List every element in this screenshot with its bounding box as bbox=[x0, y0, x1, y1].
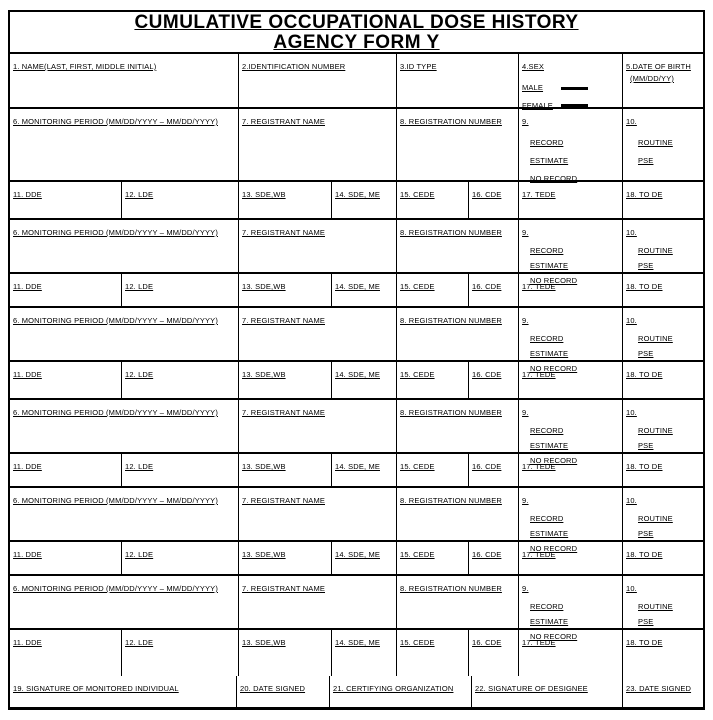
cde-label: 16. CDE bbox=[472, 190, 502, 199]
sde-me-field[interactable] bbox=[332, 182, 397, 218]
monitoring-period-label: 6. MONITORING PERIOD (MM/DD/YYYY – MM/DD/YYYY) bbox=[13, 584, 218, 593]
estimate-option[interactable]: ESTIMATE bbox=[530, 441, 569, 450]
tede-label: 17. TEDE bbox=[522, 462, 556, 471]
monitoring-type-field bbox=[623, 576, 703, 628]
registrant-name-label: 7. REGISTRANT NAME bbox=[242, 117, 325, 126]
lde-label: 12. LDE bbox=[125, 638, 154, 647]
cede-field[interactable] bbox=[397, 274, 469, 306]
registrant-name-label: 7. REGISTRANT NAME bbox=[242, 496, 325, 505]
sde-me-field[interactable] bbox=[332, 274, 397, 306]
estimate-option[interactable]: ESTIMATE bbox=[530, 156, 569, 165]
tede-label: 17. TEDE bbox=[522, 550, 556, 559]
registration-number-label: 8. REGISTRATION NUMBER bbox=[400, 117, 502, 126]
registration-number-label: 8. REGISTRATION NUMBER bbox=[400, 228, 502, 237]
tode-label: 18. TO DE bbox=[626, 462, 663, 471]
dde-field[interactable] bbox=[10, 542, 122, 574]
registration-number-field[interactable] bbox=[397, 109, 519, 180]
dose-values-row bbox=[10, 454, 703, 488]
dose-values-row bbox=[10, 274, 703, 308]
registration-number-field[interactable] bbox=[397, 308, 519, 360]
cede-field[interactable] bbox=[397, 182, 469, 218]
dde-field[interactable] bbox=[10, 274, 122, 306]
lde-field[interactable] bbox=[122, 274, 239, 306]
monitoring-type-number: 10. bbox=[626, 316, 637, 325]
cde-field[interactable] bbox=[469, 542, 519, 574]
sde-wb-label: 13. SDE,WB bbox=[242, 190, 286, 199]
female-option[interactable]: FEMALE bbox=[522, 101, 553, 110]
signature-designee-label: 22. SIGNATURE OF DESIGNEE bbox=[475, 683, 588, 693]
dde-label: 11. DDE bbox=[13, 282, 42, 291]
tode-label: 18. TO DE bbox=[626, 370, 663, 379]
record-status-field bbox=[519, 576, 623, 641]
tode-field[interactable] bbox=[623, 630, 703, 676]
monitoring-period-field[interactable] bbox=[10, 308, 239, 360]
monitoring-period-label: 6. MONITORING PERIOD (MM/DD/YYYY – MM/DD/YYYY) bbox=[13, 228, 218, 237]
pse-option[interactable]: PSE bbox=[638, 617, 654, 626]
sde-me-field[interactable] bbox=[332, 454, 397, 486]
monitoring-period-label: 6. MONITORING PERIOD (MM/DD/YYYY – MM/DD/YYYY) bbox=[13, 496, 218, 505]
monitoring-type-field bbox=[623, 109, 703, 180]
sde-me-label: 14. SDE, ME bbox=[335, 370, 380, 379]
no-record-option[interactable]: NO RECORD bbox=[530, 544, 578, 553]
pse-option[interactable]: PSE bbox=[638, 261, 654, 270]
female-fill-line[interactable] bbox=[561, 104, 588, 107]
monitoring-period-label: 6. MONITORING PERIOD (MM/DD/YYYY – MM/DD/YYYY) bbox=[13, 117, 218, 126]
signature-monitored-individual-label: 19. SIGNATURE OF MONITORED INDIVIDUAL bbox=[13, 683, 179, 693]
sde-wb-field[interactable] bbox=[239, 630, 332, 676]
tede-label: 17. TEDE bbox=[522, 638, 556, 647]
cede-label: 15. CEDE bbox=[400, 282, 435, 291]
sde-me-field[interactable] bbox=[332, 542, 397, 574]
record-status-number: 9. bbox=[522, 228, 529, 237]
registrant-name-field[interactable] bbox=[239, 400, 397, 452]
dde-field[interactable] bbox=[10, 630, 122, 676]
tede-label: 17. TEDE bbox=[522, 282, 556, 291]
cde-field[interactable] bbox=[469, 362, 519, 398]
tode-label: 18. TO DE bbox=[626, 550, 663, 559]
cede-label: 15. CEDE bbox=[400, 462, 435, 471]
monitoring-period-field[interactable] bbox=[10, 109, 239, 180]
tede-field[interactable] bbox=[519, 274, 623, 306]
sde-wb-label: 13. SDE,WB bbox=[242, 282, 286, 291]
monitoring-type-field bbox=[623, 220, 703, 272]
sde-wb-field[interactable] bbox=[239, 182, 332, 218]
signature-monitored-individual-field[interactable] bbox=[10, 676, 237, 708]
monitoring-block-row bbox=[10, 308, 703, 373]
pse-option[interactable]: PSE bbox=[638, 156, 654, 165]
signature-designee-field[interactable] bbox=[472, 676, 623, 708]
registration-number-label: 8. REGISTRATION NUMBER bbox=[400, 316, 502, 325]
cde-label: 16. CDE bbox=[472, 550, 502, 559]
cede-field[interactable] bbox=[397, 630, 469, 676]
certifying-organization-field[interactable] bbox=[330, 676, 472, 708]
pse-option[interactable]: PSE bbox=[638, 529, 654, 538]
registrant-name-label: 7. REGISTRANT NAME bbox=[242, 584, 325, 593]
tode-field[interactable] bbox=[623, 362, 703, 398]
dde-label: 11. DDE bbox=[13, 462, 42, 471]
estimate-option[interactable]: ESTIMATE bbox=[530, 617, 569, 626]
monitoring-type-field bbox=[623, 400, 703, 452]
cde-label: 16. CDE bbox=[472, 462, 502, 471]
form-title-line2: AGENCY FORM Y bbox=[273, 32, 440, 53]
date-signed-label: 20. DATE SIGNED bbox=[240, 683, 306, 693]
date-of-birth-field[interactable] bbox=[623, 54, 703, 107]
routine-option[interactable]: ROUTINE bbox=[638, 602, 673, 611]
identification-number-field[interactable] bbox=[239, 54, 397, 107]
sde-wb-label: 13. SDE,WB bbox=[242, 462, 286, 471]
form-title-line1: CUMULATIVE OCCUPATIONAL DOSE HISTORY bbox=[134, 12, 579, 33]
dde-field[interactable] bbox=[10, 454, 122, 486]
name-field[interactable] bbox=[10, 54, 239, 107]
record-option[interactable]: RECORD bbox=[530, 138, 564, 147]
dde-field[interactable] bbox=[10, 182, 122, 218]
sde-me-label: 14. SDE, ME bbox=[335, 638, 380, 647]
dde-field[interactable] bbox=[10, 362, 122, 398]
record-status-number: 9. bbox=[522, 316, 529, 325]
monitoring-period-field[interactable] bbox=[10, 220, 239, 272]
date-of-birth-label: 5.DATE OF BIRTH bbox=[626, 62, 691, 71]
tede-field[interactable] bbox=[519, 542, 623, 574]
cede-field[interactable] bbox=[397, 542, 469, 574]
lde-field[interactable] bbox=[122, 630, 239, 676]
record-status-field bbox=[519, 400, 623, 465]
tode-field[interactable] bbox=[623, 454, 703, 486]
id-type-field[interactable] bbox=[397, 54, 519, 107]
id-type-label: 3.ID TYPE bbox=[400, 62, 437, 71]
monitoring-type-number: 10. bbox=[626, 496, 637, 505]
tede-field[interactable] bbox=[519, 454, 623, 486]
dose-history-form bbox=[8, 10, 705, 710]
record-status-number: 9. bbox=[522, 496, 529, 505]
cede-label: 15. CEDE bbox=[400, 638, 435, 647]
lde-label: 12. LDE bbox=[125, 550, 154, 559]
cde-field[interactable] bbox=[469, 454, 519, 486]
tode-label: 18. TO DE bbox=[626, 190, 663, 199]
cede-label: 15. CEDE bbox=[400, 190, 435, 199]
lde-label: 12. LDE bbox=[125, 462, 154, 471]
dde-label: 11. DDE bbox=[13, 550, 42, 559]
lde-label: 12. LDE bbox=[125, 190, 154, 199]
date-signed-2-label: 23. DATE SIGNED bbox=[626, 683, 692, 693]
dose-values-row bbox=[10, 542, 703, 576]
routine-option[interactable]: ROUTINE bbox=[638, 138, 673, 147]
estimate-option[interactable]: ESTIMATE bbox=[530, 529, 569, 538]
lde-label: 12. LDE bbox=[125, 282, 154, 291]
monitoring-period-label: 6. MONITORING PERIOD (MM/DD/YYYY – MM/DD/YYYY) bbox=[13, 408, 218, 417]
registrant-name-label: 7. REGISTRANT NAME bbox=[242, 228, 325, 237]
registrant-name-label: 7. REGISTRANT NAME bbox=[242, 316, 325, 325]
tede-field[interactable] bbox=[519, 362, 623, 398]
monitoring-period-field[interactable] bbox=[10, 488, 239, 540]
routine-option[interactable]: ROUTINE bbox=[638, 426, 673, 435]
sde-wb-field[interactable] bbox=[239, 454, 332, 486]
record-option[interactable]: RECORD bbox=[530, 514, 564, 523]
record-status-field bbox=[519, 308, 623, 373]
record-option[interactable]: RECORD bbox=[530, 334, 564, 343]
cede-label: 15. CEDE bbox=[400, 550, 435, 559]
tode-label: 18. TO DE bbox=[626, 638, 663, 647]
name-label: 1. NAME(LAST, FIRST, MIDDLE INITIAL) bbox=[13, 62, 157, 71]
date-of-birth-format-label: (MM/DD/YY) bbox=[630, 74, 674, 83]
lde-field[interactable] bbox=[122, 362, 239, 398]
registrant-name-field[interactable] bbox=[239, 220, 397, 272]
sde-me-label: 14. SDE, ME bbox=[335, 462, 380, 471]
date-signed-2-field[interactable] bbox=[623, 676, 703, 708]
tode-field[interactable] bbox=[623, 182, 703, 218]
sde-me-label: 14. SDE, ME bbox=[335, 190, 380, 199]
record-status-field bbox=[519, 109, 623, 183]
signature-row bbox=[10, 676, 703, 708]
certifying-organization-label: 21. CERTIFYING ORGANIZATION bbox=[333, 683, 454, 693]
routine-option[interactable]: ROUTINE bbox=[638, 514, 673, 523]
tede-label: 17. TEDE bbox=[522, 370, 556, 379]
sde-wb-label: 13. SDE,WB bbox=[242, 638, 286, 647]
no-record-option[interactable]: NO RECORD bbox=[530, 364, 578, 373]
tede-field[interactable] bbox=[519, 630, 623, 676]
no-record-option[interactable]: NO RECORD bbox=[530, 174, 578, 183]
tode-field[interactable] bbox=[623, 542, 703, 574]
tede-label: 17. TEDE bbox=[522, 190, 556, 199]
lde-field[interactable] bbox=[122, 182, 239, 218]
pse-option[interactable]: PSE bbox=[638, 441, 654, 450]
sde-wb-label: 13. SDE,WB bbox=[242, 370, 286, 379]
identification-number-label: 2.IDENTIFICATION NUMBER bbox=[242, 62, 346, 71]
tode-field[interactable] bbox=[623, 274, 703, 306]
registration-number-label: 8. REGISTRATION NUMBER bbox=[400, 584, 502, 593]
sde-me-label: 14. SDE, ME bbox=[335, 282, 380, 291]
monitoring-period-field[interactable] bbox=[10, 576, 239, 628]
cede-field[interactable] bbox=[397, 362, 469, 398]
dde-label: 11. DDE bbox=[13, 370, 42, 379]
monitoring-block-row bbox=[10, 488, 703, 553]
monitoring-period-label: 6. MONITORING PERIOD (MM/DD/YYYY – MM/DD/YYYY) bbox=[13, 316, 218, 325]
form-title bbox=[10, 12, 703, 54]
sde-wb-field[interactable] bbox=[239, 542, 332, 574]
monitoring-block-row bbox=[10, 400, 703, 465]
registrant-name-field[interactable] bbox=[239, 308, 397, 360]
sde-wb-field[interactable] bbox=[239, 362, 332, 398]
monitoring-type-number: 10. bbox=[626, 408, 637, 417]
registration-number-label: 8. REGISTRATION NUMBER bbox=[400, 408, 502, 417]
registration-number-field[interactable] bbox=[397, 488, 519, 540]
tode-label: 18. TO DE bbox=[626, 282, 663, 291]
lde-label: 12. LDE bbox=[125, 370, 154, 379]
no-record-option[interactable]: NO RECORD bbox=[530, 276, 578, 285]
registration-number-field[interactable] bbox=[397, 400, 519, 452]
male-option[interactable]: MALE bbox=[522, 83, 544, 92]
cde-field[interactable] bbox=[469, 274, 519, 306]
registration-number-field[interactable] bbox=[397, 220, 519, 272]
dde-label: 11. DDE bbox=[13, 638, 42, 647]
no-record-option[interactable]: NO RECORD bbox=[530, 632, 578, 641]
registrant-name-label: 7. REGISTRANT NAME bbox=[242, 408, 325, 417]
registrant-name-field[interactable] bbox=[239, 576, 397, 628]
estimate-option[interactable]: ESTIMATE bbox=[530, 349, 569, 358]
monitoring-block-row bbox=[10, 109, 703, 182]
male-fill-line[interactable] bbox=[561, 87, 588, 90]
cde-label: 16. CDE bbox=[472, 370, 502, 379]
cde-label: 16. CDE bbox=[472, 638, 502, 647]
dde-label: 11. DDE bbox=[13, 190, 42, 199]
routine-option[interactable]: ROUTINE bbox=[638, 334, 673, 343]
sex-label: 4.SEX bbox=[522, 62, 545, 71]
registrant-name-field[interactable] bbox=[239, 488, 397, 540]
sde-wb-field[interactable] bbox=[239, 274, 332, 306]
record-status-number: 9. bbox=[522, 584, 529, 593]
sde-me-label: 14. SDE, ME bbox=[335, 550, 380, 559]
cde-field[interactable] bbox=[469, 182, 519, 218]
header-row bbox=[10, 54, 703, 109]
record-status-number: 9. bbox=[522, 408, 529, 417]
registrant-name-field[interactable] bbox=[239, 109, 397, 180]
record-status-field bbox=[519, 488, 623, 553]
record-option[interactable]: RECORD bbox=[530, 246, 564, 255]
record-option[interactable]: RECORD bbox=[530, 602, 564, 611]
routine-option[interactable]: ROUTINE bbox=[638, 246, 673, 255]
cede-field[interactable] bbox=[397, 454, 469, 486]
monitoring-period-field[interactable] bbox=[10, 400, 239, 452]
monitoring-type-field bbox=[623, 308, 703, 360]
monitoring-type-number: 10. bbox=[626, 584, 637, 593]
dose-values-row bbox=[10, 362, 703, 400]
estimate-option[interactable]: ESTIMATE bbox=[530, 261, 569, 270]
sex-field bbox=[519, 54, 623, 110]
monitoring-block-row bbox=[10, 576, 703, 641]
lde-field[interactable] bbox=[122, 542, 239, 574]
record-option[interactable]: RECORD bbox=[530, 426, 564, 435]
sde-me-field[interactable] bbox=[332, 362, 397, 398]
monitoring-type-field bbox=[623, 488, 703, 540]
registration-number-label: 8. REGISTRATION NUMBER bbox=[400, 496, 502, 505]
tede-field[interactable] bbox=[519, 182, 623, 218]
monitoring-block-row bbox=[10, 220, 703, 285]
lde-field[interactable] bbox=[122, 454, 239, 486]
cede-label: 15. CEDE bbox=[400, 370, 435, 379]
pse-option[interactable]: PSE bbox=[638, 349, 654, 358]
cde-label: 16. CDE bbox=[472, 282, 502, 291]
record-status-field bbox=[519, 220, 623, 285]
record-status-number: 9. bbox=[522, 117, 529, 126]
dose-values-row bbox=[10, 630, 703, 676]
dose-values-row bbox=[10, 182, 703, 220]
date-signed-field[interactable] bbox=[237, 676, 330, 708]
monitoring-type-number: 10. bbox=[626, 228, 637, 237]
sde-wb-label: 13. SDE,WB bbox=[242, 550, 286, 559]
registration-number-field[interactable] bbox=[397, 576, 519, 628]
sde-me-field[interactable] bbox=[332, 630, 397, 676]
monitoring-type-number: 10. bbox=[626, 117, 637, 126]
no-record-option[interactable]: NO RECORD bbox=[530, 456, 578, 465]
cde-field[interactable] bbox=[469, 630, 519, 676]
